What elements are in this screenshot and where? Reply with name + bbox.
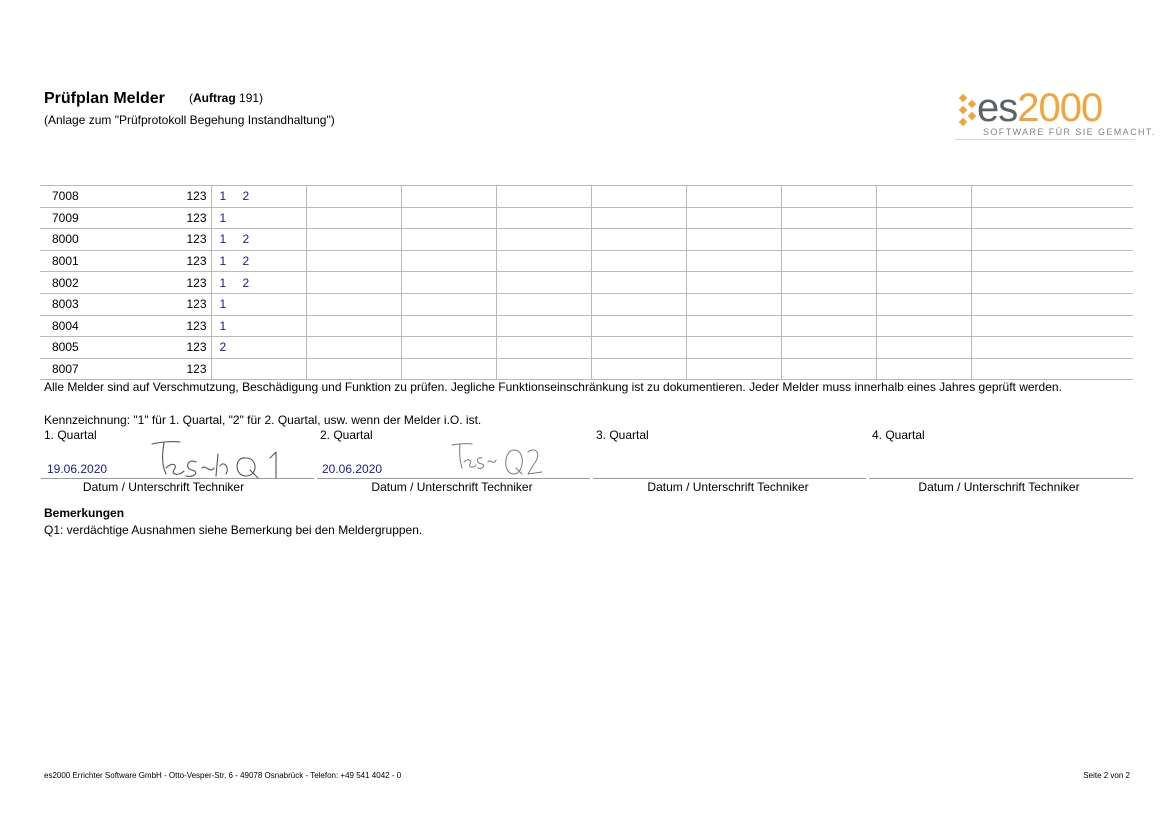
empty-cell [876,358,971,380]
empty-cell [401,358,496,380]
detector-id-cell: 8004 [40,315,155,337]
empty-cell [591,293,686,315]
table-row [40,207,1133,229]
empty-cell [591,315,686,337]
footer-company: es2000 Errichter Software GmbH - Otto-Vesper-Str. 6 - 49078 Osnabrück - Telefon: +49 541 4042 - 0 [44,771,402,780]
empty-cell [781,229,876,251]
signature-line-1 [41,478,314,479]
empty-cell [401,337,496,359]
logo-tagline: SOFTWARE FÜR SIE GEMACHT. [983,127,1156,137]
quarter-marks-cell [211,207,306,229]
quarter-marks-cell [211,315,306,337]
detector-id-cell: 8005 [40,337,155,359]
logo-rule [955,139,1135,140]
detector-count-cell: 123 [155,229,211,251]
empty-cell [971,337,1133,359]
quarter-mark: 2 [242,254,250,269]
logo-es: es [977,86,1018,130]
empty-cell [686,337,781,359]
empty-cell [971,207,1133,229]
empty-cell [306,186,401,208]
detector-count-cell: 123 [155,293,211,315]
order-number: 191 [239,91,260,105]
empty-cell [686,229,781,251]
signature-line-4 [869,478,1133,479]
empty-cell [306,315,401,337]
empty-cell [686,293,781,315]
empty-cell [591,186,686,208]
table-row [40,293,1133,315]
quarter-mark: 2 [242,275,250,290]
empty-cell [591,207,686,229]
empty-cell [591,358,686,380]
empty-cell [496,293,591,315]
table-row [40,250,1133,272]
table-row [40,315,1133,337]
detector-table-body [40,186,1133,380]
empty-cell [496,358,591,380]
empty-cell [971,315,1133,337]
quarter-marks-cell [211,250,306,272]
signature-caption-1: Datum / Unterschrift Techniker [82,480,245,494]
signature-caption-3: Datum / Unterschrift Techniker [647,480,809,494]
empty-cell [781,293,876,315]
signature-line-2 [317,478,590,479]
handwritten-signature-2 [450,440,545,482]
empty-cell [876,207,971,229]
table-row [40,186,1133,208]
quarter-marks-cell [211,186,306,208]
empty-cell [781,272,876,294]
signature-date-2: 20.06.2020 [322,462,383,476]
empty-cell [401,272,496,294]
page-title: Prüfplan Melder [44,90,165,107]
empty-cell [306,250,401,272]
empty-cell [686,250,781,272]
empty-cell [781,207,876,229]
signature-caption-4: Datum / Unterschrift Techniker [918,480,1080,494]
quarter-label-1: 1. Quartal [44,428,97,442]
empty-cell [306,229,401,251]
order-label: Auftrag [193,91,236,105]
marking-legend: Kennzeichnung: "1" für 1. Quartal, "2" für 2. Quartal, usw. wenn der Melder i.O. ist. [44,413,482,427]
quarter-marks-cell [211,229,306,251]
empty-cell [686,272,781,294]
handwritten-signature-1 [150,438,295,480]
empty-cell [971,250,1133,272]
empty-cell [401,186,496,208]
empty-cell [306,207,401,229]
quarter-label-2: 2. Quartal [320,428,373,442]
detector-count-cell: 123 [155,207,211,229]
empty-cell [781,337,876,359]
empty-cell [496,207,591,229]
page-subtitle: (Anlage zum "Prüfprotokoll Begehung Instandhaltung") [44,113,335,127]
quarter-marks-cell [211,358,306,380]
empty-cell [306,272,401,294]
order-reference: (Auftrag 191) [189,91,264,105]
detector-table [40,185,1133,380]
empty-cell [876,337,971,359]
quarter-marks-cell [211,293,306,315]
detector-id-cell: 8002 [40,272,155,294]
detector-id-cell: 8007 [40,358,155,380]
empty-cell [781,358,876,380]
empty-cell [781,315,876,337]
empty-cell [591,250,686,272]
empty-cell [591,337,686,359]
table-row [40,229,1133,251]
empty-cell [971,293,1133,315]
empty-cell [496,337,591,359]
table-row [40,272,1133,294]
logo-wordmark [977,84,1102,132]
logo-2000: 2000 [1017,86,1103,130]
empty-cell [876,315,971,337]
quarter-mark: 2 [219,340,227,355]
detector-count-cell: 123 [155,358,211,380]
empty-cell [781,250,876,272]
logo-diamonds-icon [957,94,979,128]
quarter-marks-cell [211,337,306,359]
detector-count-cell: 123 [155,315,211,337]
empty-cell [971,229,1133,251]
quarter-mark: 2 [242,232,250,247]
empty-cell [496,315,591,337]
quarter-mark: 1 [219,189,227,204]
detector-id-cell: 7008 [40,186,155,208]
empty-cell [686,186,781,208]
empty-cell [401,293,496,315]
empty-cell [306,337,401,359]
empty-cell [876,229,971,251]
empty-cell [971,358,1133,380]
empty-cell [496,272,591,294]
empty-cell [876,186,971,208]
detector-id-cell: 8003 [40,293,155,315]
quarter-mark: 1 [219,318,227,333]
detector-count-cell: 123 [155,250,211,272]
signature-caption-2: Datum / Unterschrift Techniker [371,480,533,494]
empty-cell [876,293,971,315]
detector-count-cell: 123 [155,186,211,208]
quarter-mark: 1 [219,210,227,225]
quarter-marks-cell [211,272,306,294]
empty-cell [496,229,591,251]
remarks-heading: Bemerkungen [44,506,125,520]
quarter-mark: 2 [242,189,250,204]
empty-cell [591,229,686,251]
quarter-mark: 1 [219,232,227,247]
empty-cell [401,315,496,337]
quarter-label-3: 3. Quartal [596,428,649,442]
quarter-mark: 1 [219,297,227,312]
detector-id-cell: 7009 [40,207,155,229]
signature-date-1: 19.06.2020 [47,462,108,476]
signature-line-3 [593,478,866,479]
empty-cell [401,207,496,229]
empty-cell [876,250,971,272]
inspection-note: Alle Melder sind auf Verschmutzung, Beschädigung und Funktion zu prüfen. Jegliche Funktionseinschränkung ist zu dokumentieren. Jeder Melder muss innerhalb eines Jahres geprüft werden. [44,380,1062,394]
empty-cell [781,186,876,208]
es2000-logo [955,86,1156,142]
footer-page-number: Seite 2 von 2 [1083,771,1130,780]
table-row [40,358,1133,380]
empty-cell [876,272,971,294]
empty-cell [401,250,496,272]
empty-cell [971,186,1133,208]
empty-cell [401,229,496,251]
quarter-mark: 1 [219,275,227,290]
empty-cell [496,250,591,272]
empty-cell [306,293,401,315]
quarter-label-4: 4. Quartal [872,428,925,442]
empty-cell [971,272,1133,294]
quarter-mark: 1 [219,254,227,269]
empty-cell [686,358,781,380]
empty-cell [496,186,591,208]
detector-count-cell: 123 [155,272,211,294]
empty-cell [686,207,781,229]
empty-cell [591,272,686,294]
detector-count-cell: 123 [155,337,211,359]
detector-id-cell: 8000 [40,229,155,251]
empty-cell [686,315,781,337]
remarks-text: Q1: verdächtige Ausnahmen siehe Bemerkung bei den Meldergruppen. [44,523,423,537]
detector-id-cell: 8001 [40,250,155,272]
table-row [40,337,1133,359]
empty-cell [306,358,401,380]
